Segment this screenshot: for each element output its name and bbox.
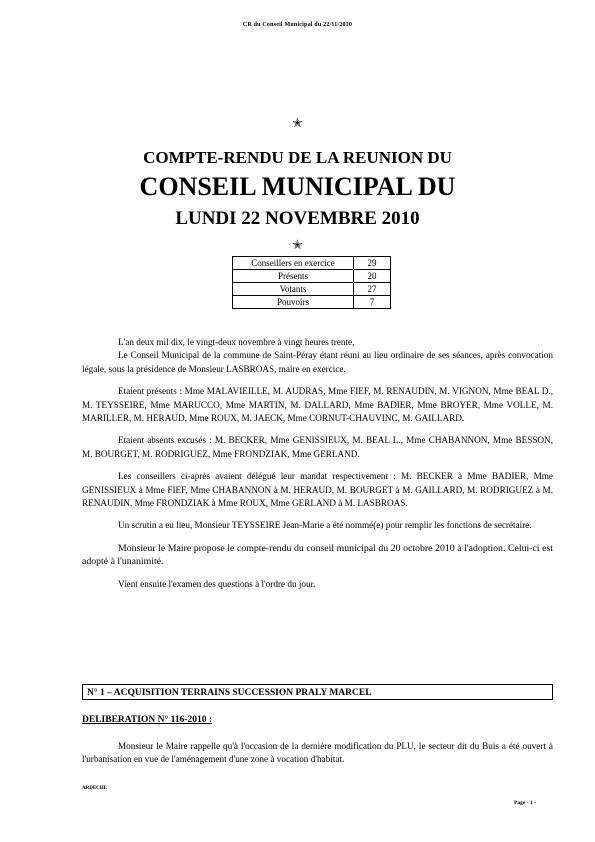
row-label: Présents [233,270,354,283]
present-members-paragraph: Etaient présents : Mme MALAVIEILLE, M. AUDRAS, Mme FIEF, M. RENAUDIN, M. VIGNON, Mme BEAL D., M. TEYSSEIRE, Mme MARUCCO, Mme MARTIN, M. DALLARD, Mme BADIER, Mme BROYER, Mme VOLLE, M. MARILLER, M. HERAUD, Mme ROUX, M. JAECK, Mme CORNUT-CHAUVINC, M. GAILLARD. [82,386,553,424]
section-heading-box: N° 1 – ACQUISITION TERRAINS SUCCESSION PRALY MARCEL [82,684,553,700]
agenda-paragraph: Vient ensuite l'examen des questions à l'ordre du jour. [118,578,316,589]
row-value: 7 [354,296,391,309]
row-label: Votants [233,283,354,296]
deliberation-text [82,740,553,767]
adoption-paragraph: Monsieur le Maire propose le compte-rendu du conseil municipal du 20 octobre 2010 à l'adoption. Celui-ci est adopté à l'unanimité. [82,542,553,568]
row-label: Conseillers en exercice [233,257,354,270]
row-value: 20 [354,270,391,283]
star-ornament-top: ✭ [292,115,303,130]
deliberation-title: DELIBERATION N° 116-2010 : [82,715,213,725]
star-ornament-bottom: ✭ [292,237,303,252]
running-header: CR du Conseil Municipal du 22/11/2010 [242,22,353,28]
row-value: 27 [354,283,391,296]
proxies-paragraph: Les conseillers ci-après avaient délégué leur mandat respectivement : M. BECKER à Mme BADIER, Mme GENISSIEUX à Mme FIEF, Mme CHABANNON à M. HERAUD, M. BOURGET à M. GAILLARD, M. RODRIGUEZ à M. RENAUDIN, Mme FRONDZIAK à Mme ROUX, Mme GERLAND à M. LASBROAS. [82,471,553,509]
title-line-2: CONSEIL MUNICIPAL DU [139,172,456,201]
footer-department: ARDECHE [82,786,108,791]
absent-members-paragraph: Etaient absents excusés : M. BECKER, Mme GENISSIEUX, M. BEAL L., Mme CHABANNON, Mme BESSON, M. BOURGET, M. RODRIGUEZ, Mme FRONDZIAK, Mme GERLAND. [82,435,553,459]
row-value: 29 [354,257,391,270]
deliberation-paragraph: Monsieur le Maire rappelle qu'à l'occasion de la dernière modification du PLU, le secteur dit du Buis a été ouvert à l'urbanisation en vue de l'aménagement d'une zone à vocation d'habitat. [82,741,553,765]
table-row [233,257,391,270]
table-row [233,283,391,296]
minutes-body [82,336,553,600]
title-line-3: LUNDI 22 NOVEMBRE 2010 [175,208,420,229]
page-number: Page - 1 - [514,800,536,806]
secretary-paragraph: Un scrutin a eu lieu, Monsieur TEYSSEIRE Jean-Marie a été nommé(e) pour remplir les fonctions de secrétaire. [118,520,532,531]
title-line-1: COMPTE-RENDU DE LA REUNION DU [143,148,452,167]
table-row [233,270,391,283]
opening-convocation-paragraph: Le Conseil Municipal de la commune de Saint-Péray étant réuni au lieu ordinaire de ses séances, après convocation légale, sous la présidence de Monsieur LASBROAS, maire en exercice. [82,350,553,374]
row-label: Pouvoirs [233,296,354,309]
opening-date-paragraph: L'an deux mil dix, le vingt-deux novembre à vingt heures trente, [118,337,355,347]
table-row [233,296,391,309]
attendance-table [232,256,391,309]
